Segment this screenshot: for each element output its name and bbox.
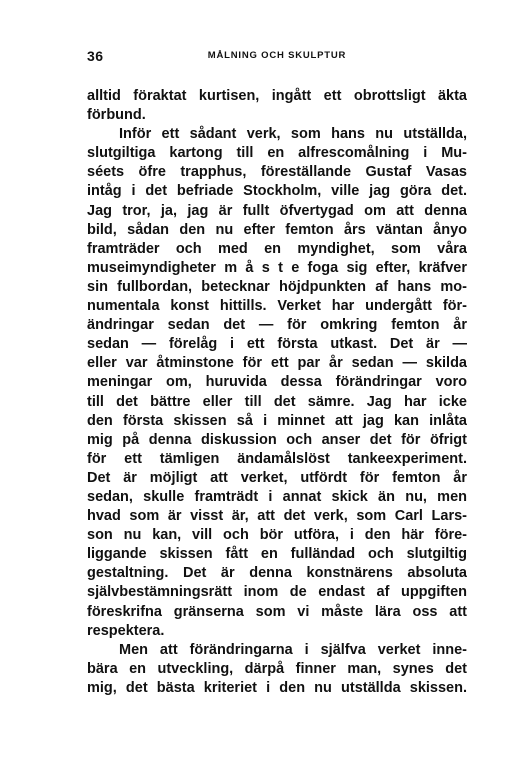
text-line: Men att förändringarna i själfva verket inne- (119, 641, 467, 658)
text-line: den första skissen så i minnet att jag kan inlåta (87, 412, 467, 429)
text-line: séets öfre trapphus, föreställande Gustaf Vasas (87, 164, 467, 181)
page-header (87, 48, 467, 68)
body-text (87, 87, 467, 698)
text-line: mig, det bästa kriteriet i den nu utställda skissen. (87, 679, 467, 696)
text-line: bild, sådan den nu efter femton års väntan ånyo (87, 221, 467, 238)
text-line: respektera. (87, 622, 165, 639)
text-line: mig på denna diskussion och anser det för öfrigt (87, 431, 467, 448)
text-line: liggande skissen fått en fulländad och slutgiltig (87, 546, 467, 563)
text-line: alltid föraktat kurtisen, ingått ett obrottsligt äkta (87, 88, 467, 104)
text-line: föreskrifna gränserna som vi måste lära oss att (87, 603, 467, 620)
text-line: numentala konst hittills. Verket har undergått för- (87, 298, 467, 315)
text-line: intåg i det befriade Stockholm, ville jag göra det. (87, 183, 467, 200)
text-line: för ett tämligen ändamålslöst tankeexperiment. (87, 450, 467, 467)
text-line: sin fullbordan, betecknar höjdpunkten af hans mo- (87, 278, 467, 295)
text-line: son nu kan, vill och bör utföra, i den här före- (87, 527, 467, 544)
text-line: eller var åtminstone för ett par år sedan — skilda (87, 355, 467, 372)
text-line: gestaltning. Det är denna konstnärens absoluta (87, 565, 467, 582)
text-line: sedan — förelåg i ett första utkast. Det är — (87, 336, 467, 353)
text-line: till det bättre eller till det sämre. Jag har icke (87, 393, 467, 410)
text-line: Det är möjligt att verket, utfördt för femton år (87, 469, 467, 486)
text-line: självbestämningsrätt inom de endast af uppgiften (87, 584, 467, 601)
text-line: sedan, skulle framträdt i annat skick än nu, men (87, 488, 467, 505)
text-line: bära en utveckling, därpå finner man, synes det (87, 660, 467, 677)
text-line: hvad som är visst är, att det verk, som Carl Lars- (87, 508, 467, 525)
text-line: Jag tror, ja, jag är fullt öfvertygad om att denna (87, 202, 467, 219)
running-head: MÅLNING OCH SKULPTUR (207, 50, 347, 61)
text-line: framträder och med en myndighet, som våra (87, 240, 467, 257)
page-number: 36 (87, 48, 104, 64)
text-line: slutgiltiga kartong till en alfrescomålning i Mu- (87, 145, 467, 162)
text-line: ändringar sedan det — för omkring femton år (87, 317, 467, 334)
text-line: meningar om, huruvida dessa förändringar voro (87, 374, 467, 391)
text-line: förbund. (87, 107, 146, 124)
text-line: Inför ett sådant verk, som hans nu utställda, (119, 126, 467, 143)
text-line: museimyndigheter m å s t e foga sig efter, kräfver (87, 259, 467, 276)
